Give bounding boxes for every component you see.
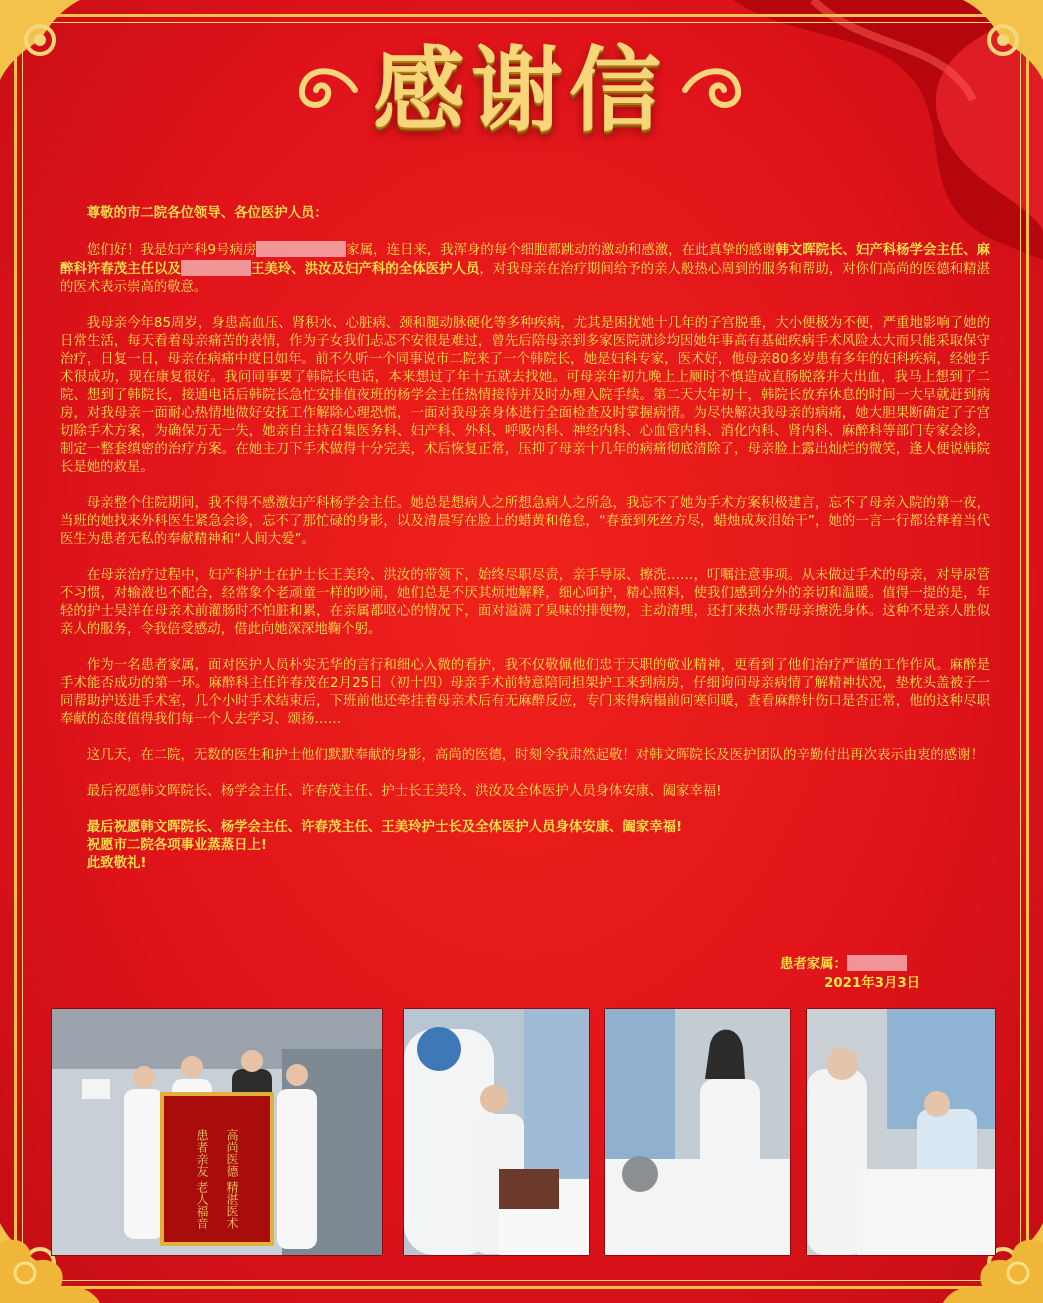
paragraph-1 [60, 241, 990, 297]
gold-cloud-ornament [923, 1193, 1043, 1303]
banner-text: 高尚医德 精湛医术 [225, 1129, 239, 1229]
letter-body [60, 205, 990, 891]
cloud-corner-ornament [923, 0, 1043, 120]
signature-date: 2021年3月3日 [824, 976, 921, 991]
letter-title: 感谢信 [372, 36, 667, 144]
para1-text-a: 您们好！我是妇产科9号病房 [86, 243, 257, 258]
banner-text-2: 患者亲友 老人福音 [195, 1129, 209, 1229]
para1-thanked-staff: 王美玲、洪汝及妇产科的全体医护人员 [250, 262, 480, 277]
para1-text-b: 家属，连日来，我浑身的每个细胞都跳动的激动和感激，在此真挚的感谢 [346, 243, 776, 258]
closing-hospital-wish: 祝愿市二院各项事业蒸蒸日上! [86, 838, 267, 853]
closing-salute: 此致敬礼! [86, 856, 147, 871]
paragraph-7: 最后祝愿韩文晖院长、杨学会主任、许春茂主任、护士长王美玲、洪汝及全体医护人员身体安康、阖家幸福! [86, 784, 722, 799]
swirl-ornament-icon [290, 60, 360, 120]
signature-block [780, 955, 980, 993]
photo-doctor-at-bedside [604, 1008, 791, 1256]
para1-text-c: ，对我母亲在治疗期间给予的亲人般热心周到的服务和帮助，对你们高尚的医德和精湛的医术表示崇高的敬意。 [60, 262, 990, 295]
paragraph-5: 作为一名患者家属，面对医护人员朴实无华的言行和细心入微的看护，我不仅敬佩他们忠于天职的敬业精神，更看到了他们治疗严谨的工作作风。麻醉是手术能否成功的第一环。麻醉科主任许春茂在2月25日（初十四）母亲手术前特意陪同担架护工来到病房，仔细询问母亲病情了解精神状况，垫枕头盖被子一同帮助护送进手术室，几个小时手术结束后，下班前他还牵挂着母亲术后有无麻醉反应，专门来得病榻前问寒问暖，查看麻醉针伤口是否正常，他的这种尽职奉献的态度值得我们每一个人去学习、颂扬…… [60, 658, 990, 727]
redacted-name [181, 260, 251, 276]
letter-greeting: 尊敬的市二院各位领导、各位医护人员： [86, 206, 328, 221]
photo-strip [51, 1008, 996, 1254]
gold-cloud-ornament [0, 1193, 120, 1303]
redacted-signature [847, 955, 907, 971]
paragraph-3: 母亲整个住院期间，我不得不感激妇产科杨学会主任。她总是想病人之所想急病人之所急，我忘不了她为手术方案积极建言，忘不了母亲入院的第一夜，当班的她找来外科医生紧急会诊，忘不了那忙碌的身影，以及清晨写在脸上的蜡黄和倦怠，“春蚕到死丝方尽，蜡烛成灰泪始干”，她的一言一行都诠释着当代医生为患者无私的奉献精神和“人间大爱”。 [60, 496, 990, 547]
paragraph-4: 在母亲治疗过程中，妇产科护士在护士长王美玲、洪汝的带领下，始终尽职尽责，亲手导尿、擦洗……，叮嘱注意事项。从未做过手术的母亲，对导尿管不习惯，对输液也不配合，经常象个老顽童一样的吵闹，她们总是不厌其烦地解释，细心呵护，精心照料，使我们感到分外的亲切和温暖。值得一提的是，年轻的护士吴洋在母亲术前灌肠时不怕脏和累，在亲属都呕心的情况下，面对溢满了臭味的排便物，主动清理，还打来热水帮母亲擦洗身体。这种不是亲人胜似亲人的服务，令我倍受感动，借此向她深深地鞠个躬。 [60, 568, 990, 637]
closing-wish: 最后祝愿韩文晖院长、杨学会主任、许春茂主任、王美玲护士长及全体医护人员身体安康、阖家幸福! [86, 820, 683, 835]
title-block [300, 30, 740, 150]
paragraph-2: 我母亲今年85周岁，身患高血压、肾积水、心脏病、颈和腿动脉硬化等多种疾病，尤其是困扰她十几年的子宫脱垂，大小便极为不便，严重地影响了她的日常生活，每天看着母亲痛苦的表情，作为子女我们忐忑不安很是难过，曾先后陪母亲到多家医院就诊均因她年事高有基础疾病手术风险太大而只能采取保守治疗，日复一日，母亲在病痛中度日如年。前不久听一个同事说市二院来了一个韩院长，她是妇科专家，医术好，他母亲80多岁患有多年的妇科疾病，经她手术很成功，现在康复很好。我问同事要了韩院长电话，本来想过了年十五就去找她。可母亲年初九晚上上厕时不慎造成直肠脱落并大出血，我马上想到了二院、想到了韩院长，接通电话后韩院长急忙安排值夜班的杨学会主任热情接待并及时办理入院手续。第二天大年初十，韩院长放弃休息的时间一大早就赶到病房，对我母亲一面耐心热情地做好安抚工作解除心理恐慌，一面对我母亲身体进行全面检查及时掌握病情。为尽快解决我母亲的病痛，她大胆果断确定了子宫切除手术方案，为确保万无一失，她亲自主持召集医务科、妇产科、外科、呼吸内科、神经内科、心血管内科、消化内科、肾内科、麻醉科等部门专家会诊，制定一整套缜密的治疗方案。在她主刀下手术做得十分完美，术后恢复正常，压抑了母亲十几年的病痛彻底清除了，母亲脸上露出灿烂的微笑，逢人便说韩院长是她的救星。 [60, 316, 990, 475]
swirl-ornament-icon [680, 60, 750, 120]
paragraph-6: 这几天，在二院，无数的医生和护士他们默默奉献的身影，高尚的医德，时刻令我肃然起敬！对韩文晖院长及医护团队的辛勤付出再次表示由衷的感谢！ [86, 748, 984, 763]
cloud-corner-ornament [0, 0, 120, 120]
photo-nurse-with-patient [403, 1008, 590, 1256]
redacted-name [256, 241, 346, 257]
para1-thanked-names: 韩文晖院长、妇产科杨学会主任、麻醉科许春茂主任以及 [60, 243, 991, 277]
signature-label: 患者家属： [780, 957, 847, 972]
